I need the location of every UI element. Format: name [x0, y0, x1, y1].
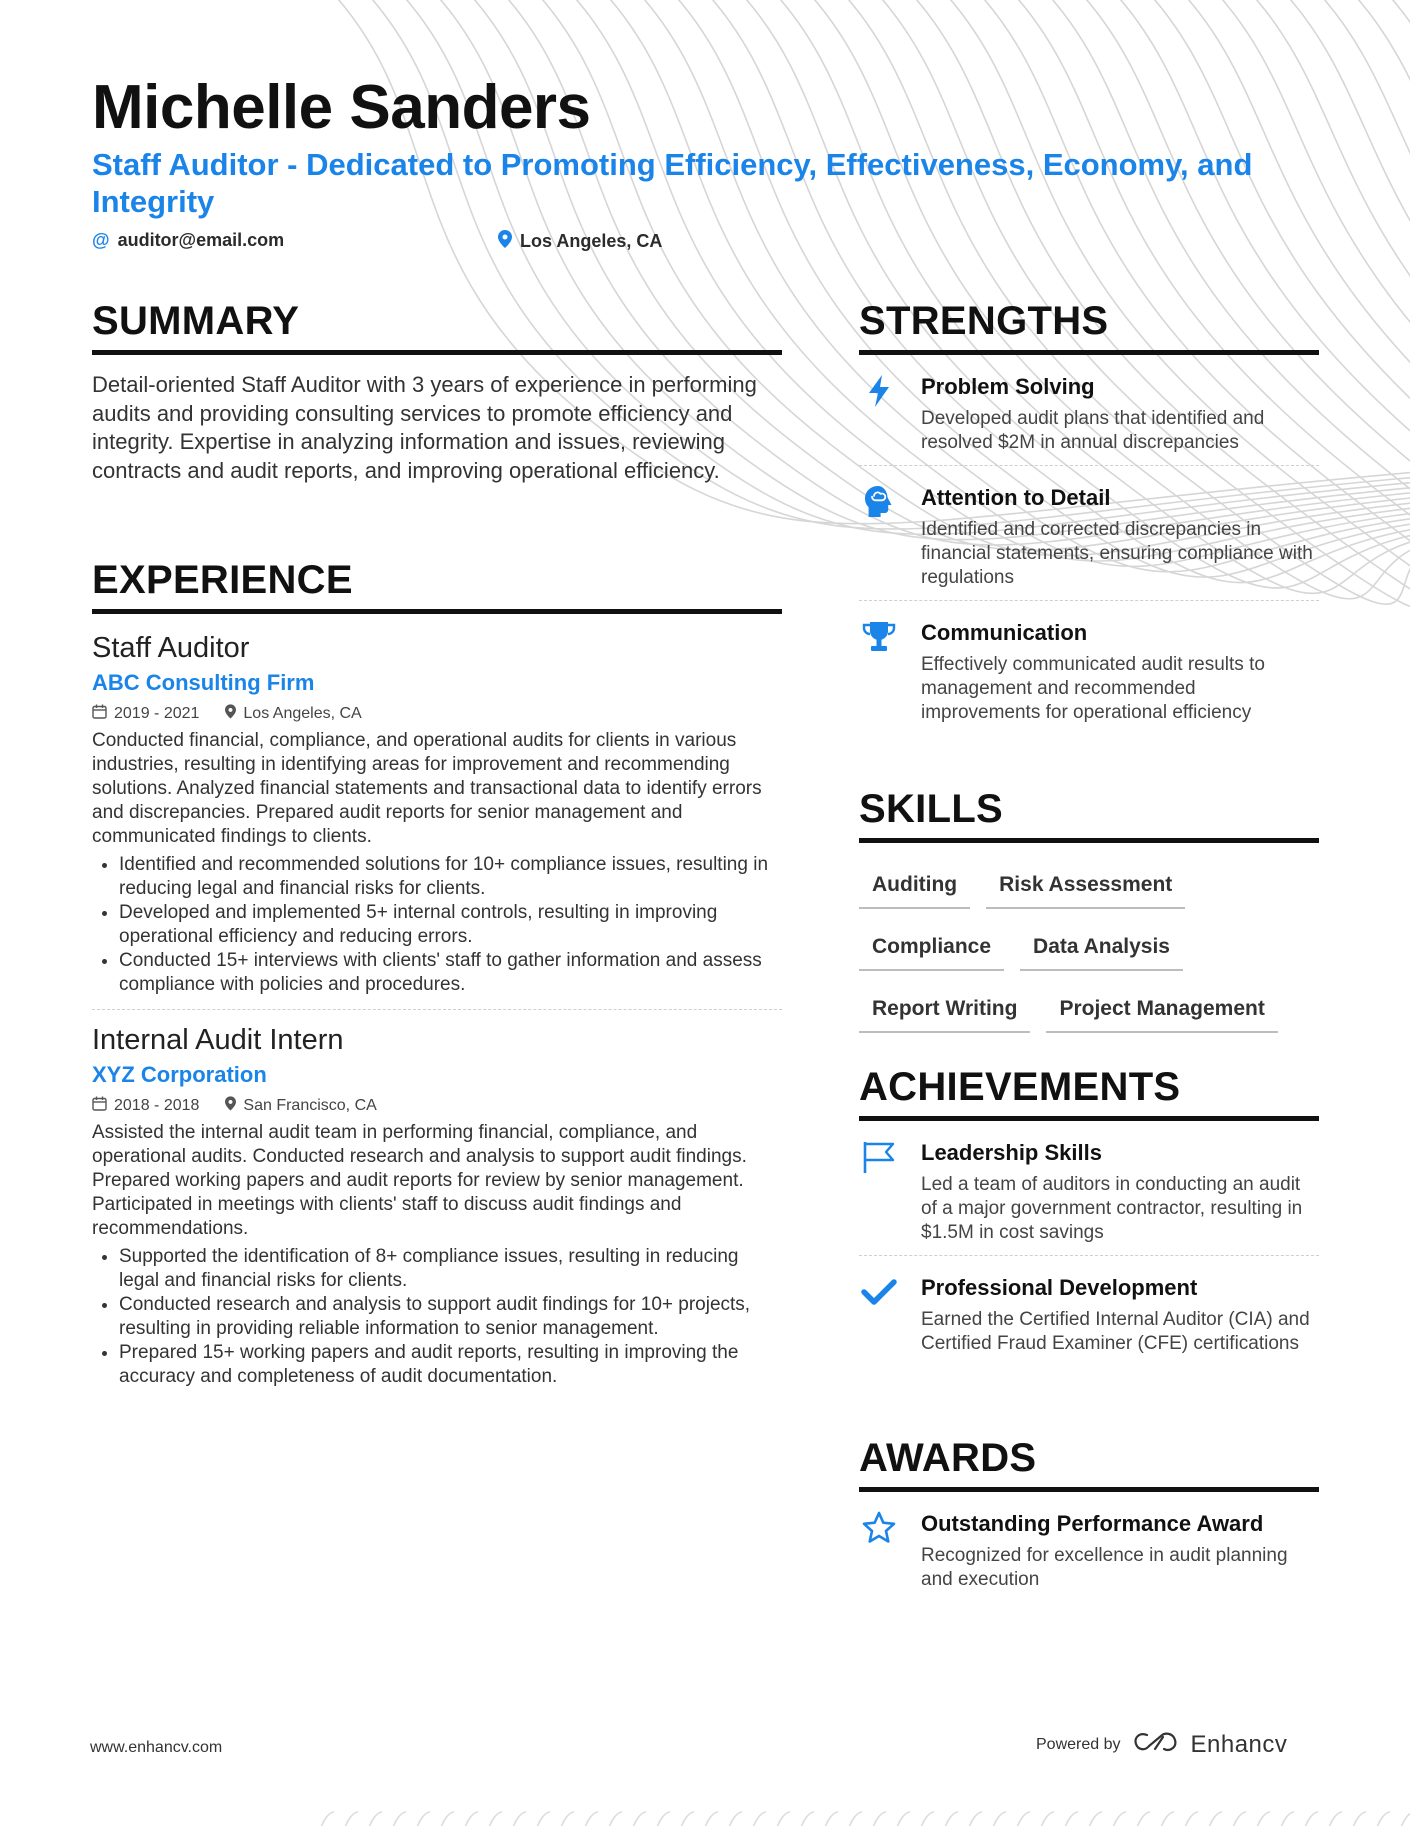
- job-bullets: [92, 853, 782, 997]
- wave-line: [680, 1812, 694, 1826]
- trophy-icon: [859, 619, 921, 725]
- job-company: XYZ Corporation: [92, 1062, 267, 1087]
- achievement-item: [859, 1121, 1319, 1256]
- wave-line: [320, 1812, 334, 1826]
- wave-line: [968, 1812, 982, 1826]
- skills-list: [859, 865, 1319, 1033]
- star-icon: [859, 1510, 921, 1592]
- experience-section: [92, 557, 782, 1389]
- skill-tag: Compliance: [859, 927, 1004, 971]
- awards-section: [859, 1435, 1319, 1602]
- strength-title: Communication: [921, 620, 1088, 645]
- achievements-section: [859, 1064, 1319, 1366]
- wave-line: [464, 1812, 478, 1826]
- wave-line: [1088, 1812, 1102, 1826]
- contact-location: [498, 230, 662, 253]
- location-text: Los Angeles, CA: [520, 231, 663, 251]
- wave-line: [1328, 1812, 1342, 1826]
- wave-line: [944, 1812, 958, 1826]
- job-dates: 2019 - 2021: [114, 704, 200, 722]
- job-title: Internal Audit Intern: [92, 1024, 344, 1056]
- job-bullet: • Identified and recommended solutions for 10+ compliance issues, resulting in reducing legal and financial risks for clients.: [119, 853, 782, 901]
- at-sign-icon: @: [92, 230, 110, 250]
- lightning-bolt-icon: [859, 373, 921, 455]
- wave-line: [920, 1812, 934, 1826]
- enhancv-logo-icon: [1133, 1730, 1179, 1759]
- job-bullets: [92, 1245, 782, 1389]
- wave-line: [1064, 1812, 1078, 1826]
- wave-line: [872, 1812, 886, 1826]
- location-pin-icon: [225, 1096, 236, 1115]
- wave-line: [536, 1812, 550, 1826]
- job-company: ABC Consulting Firm: [92, 670, 315, 695]
- wave-line: [1384, 0, 1410, 692]
- job-description: Conducted financial, compliance, and operational audits for clients in various industries, resulting in identifying areas for improvement and recommending solutions. Analyzed financial statements and transactional data to identify errors and discrepancies. Prepared audit reports for senior management and communicated findings to clients.: [92, 730, 762, 847]
- strength-title: Problem Solving: [921, 374, 1095, 399]
- wave-line: [1208, 1812, 1222, 1826]
- wave-line: [800, 1812, 814, 1826]
- achievements-heading: ACHIEVEMENTS: [859, 1064, 1319, 1121]
- job-location: Los Angeles, CA: [243, 704, 362, 722]
- job-location: San Francisco, CA: [243, 1096, 377, 1114]
- wave-line: [560, 1812, 574, 1826]
- awards-heading: AWARDS: [859, 1435, 1319, 1492]
- achievement-description: Led a team of auditors in conducting an audit of a major government contractor, resulting in $1.5M in cost savings: [921, 1174, 1303, 1243]
- wave-line: [1184, 1812, 1198, 1826]
- checkmark-icon: [859, 1274, 921, 1356]
- strengths-heading: STRENGTHS: [859, 298, 1319, 355]
- wave-line: [1112, 1812, 1126, 1826]
- skill-tag: Data Analysis: [1020, 927, 1183, 971]
- powered-by-text: Powered by: [1036, 1735, 1121, 1753]
- entry-divider: [92, 1009, 782, 1010]
- wave-line: [776, 1812, 790, 1826]
- wave-line: [1280, 1812, 1294, 1826]
- wave-line: [368, 1812, 382, 1826]
- job-title: Staff Auditor: [92, 632, 250, 664]
- calendar-icon: [92, 1096, 107, 1115]
- job-description: Assisted the internal audit team in performing financial, compliance, and operational audits. Conducted research and analysis to support audit findings. Prepared working papers and audit reports for review by senior management. Participated in meetings with clients' staff to discuss audit findings and recommendations.: [92, 1122, 747, 1239]
- wave-line: [1016, 1812, 1030, 1826]
- flag-icon: [859, 1139, 921, 1245]
- job-bullet: • Supported the identification of 8+ compliance issues, resulting in reducing legal and financial risks for clients.: [119, 1245, 782, 1293]
- achievement-title: Leadership Skills: [921, 1140, 1102, 1165]
- skills-section: [859, 786, 1319, 1033]
- award-item: [859, 1492, 1319, 1602]
- wave-line: [704, 1812, 718, 1826]
- skill-tag: Project Management: [1046, 989, 1277, 1033]
- wave-line: [1316, 0, 1410, 681]
- wave-line: [632, 1812, 646, 1826]
- footer-branding[interactable]: [1036, 1730, 1287, 1759]
- wave-line: [1160, 1812, 1174, 1826]
- brand-name: Enhancv: [1190, 1730, 1288, 1758]
- strength-description: Effectively communicated audit results to management and recommended improvements for operational efficiency: [921, 654, 1265, 723]
- location-pin-icon: [225, 704, 236, 723]
- wave-line: [1350, 0, 1410, 686]
- wave-line: [416, 1812, 430, 1826]
- skills-heading: SKILLS: [859, 786, 1319, 843]
- wave-line: [992, 1812, 1006, 1826]
- job-meta: [92, 1096, 782, 1115]
- strength-item: [859, 466, 1319, 601]
- wave-line: [440, 1812, 454, 1826]
- summary-text: Detail-oriented Staff Auditor with 3 years of experience in performing audits and providing consulting services to promote efficiency and integrity. Expertise in analyzing information and issues, reviewing contracts and audit reports, and improving operational efficiency.: [92, 372, 757, 483]
- wave-line: [1352, 1812, 1366, 1826]
- wave-line: [512, 1812, 526, 1826]
- email-text: auditor@email.com: [117, 230, 285, 250]
- wave-line: [728, 1812, 742, 1826]
- strength-title: Attention to Detail: [921, 485, 1111, 510]
- wave-line: [584, 1812, 598, 1826]
- achievement-item: [859, 1256, 1319, 1366]
- strength-description: Developed audit plans that identified and resolved $2M in annual discrepancies: [921, 408, 1265, 453]
- experience-entry: [92, 1022, 782, 1389]
- strength-item: [859, 601, 1319, 735]
- wave-line: [1400, 1812, 1410, 1826]
- summary-section: [92, 298, 782, 485]
- wave-line: [608, 1812, 622, 1826]
- strength-item: [859, 355, 1319, 466]
- award-description: Recognized for excellence in audit planning and execution: [921, 1545, 1288, 1590]
- strength-description: Identified and corrected discrepancies in financial statements, ensuring compliance with regulations: [921, 519, 1313, 588]
- experience-heading: EXPERIENCE: [92, 557, 782, 614]
- candidate-name: Michelle Sanders: [92, 73, 591, 142]
- job-bullet: • Conducted research and analysis to support audit findings for 10+ projects, resulting in providing reliable information to senior management.: [119, 1293, 782, 1341]
- head-brain-icon: [859, 484, 921, 590]
- job-meta: [92, 704, 782, 723]
- wave-line: [488, 1812, 502, 1826]
- wave-line: [344, 1812, 358, 1826]
- wave-line: [1256, 1812, 1270, 1826]
- wave-line: [656, 1812, 670, 1826]
- experience-entry: [92, 630, 782, 1010]
- job-bullet: • Developed and implemented 5+ internal controls, resulting in improving operational efficiency and reducing errors.: [119, 901, 782, 949]
- wave-line: [1304, 1812, 1318, 1826]
- job-bullet: • Prepared 15+ working papers and audit reports, resulting in improving the accuracy and completeness of audit documentation.: [119, 1341, 782, 1389]
- summary-heading: SUMMARY: [92, 298, 782, 355]
- contact-email[interactable]: [92, 230, 284, 251]
- skill-tag: Auditing: [859, 865, 970, 909]
- footer-website[interactable]: www.enhancv.com: [90, 1739, 223, 1756]
- wave-line: [848, 1812, 862, 1826]
- job-dates: 2018 - 2018: [114, 1096, 200, 1114]
- achievement-title: Professional Development: [921, 1275, 1198, 1300]
- wave-line: [1232, 1812, 1246, 1826]
- skill-tag: Report Writing: [859, 989, 1030, 1033]
- award-title: Outstanding Performance Award: [921, 1511, 1264, 1536]
- wave-line: [752, 1812, 766, 1826]
- wave-line: [896, 1812, 910, 1826]
- candidate-title: Staff Auditor - Dedicated to Promoting Efficiency, Effectiveness, Economy, and Integrity: [92, 147, 1253, 219]
- strengths-section: [859, 298, 1319, 735]
- location-pin-icon: [498, 230, 512, 253]
- skill-tag: Risk Assessment: [986, 865, 1185, 909]
- wave-line: [824, 1812, 838, 1826]
- wave-line: [1376, 1812, 1390, 1826]
- wave-line: [392, 1812, 406, 1826]
- job-bullet: • Conducted 15+ interviews with clients' staff to gather information and assess compliance with policies and procedures.: [119, 949, 782, 997]
- wave-line: [1040, 1812, 1054, 1826]
- wave-line: [1136, 1812, 1150, 1826]
- achievement-description: Earned the Certified Internal Auditor (CIA) and Certified Fraud Examiner (CFE) certifications: [921, 1309, 1310, 1354]
- calendar-icon: [92, 704, 107, 723]
